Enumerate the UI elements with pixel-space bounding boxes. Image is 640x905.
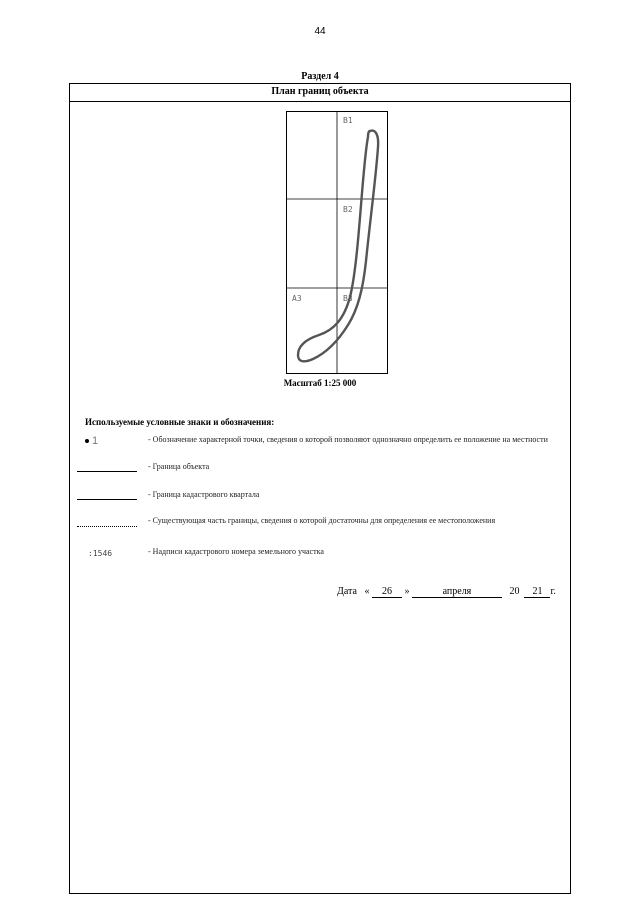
object-boundary (298, 131, 378, 362)
cell-label-b2: B2 (343, 205, 353, 214)
scale-caption: Масштаб 1:25 000 (283, 378, 357, 388)
date-year: 21 (524, 586, 550, 598)
date-day: 26 (372, 586, 402, 598)
legend-text: - Существующая часть границы, сведения о которой достаточны для определения ее местоположения (148, 516, 496, 525)
cell-label-b1: B1 (343, 116, 353, 125)
cadastral-label-sample: :1546 (88, 549, 113, 558)
boundary-plan (286, 111, 388, 374)
quarter-boundary-line-icon (77, 499, 137, 500)
legend-text: - Надписи кадастрового номера земельного участка (148, 547, 324, 556)
plan-header: План границ объекта (70, 84, 570, 102)
date-open-quote: « (364, 586, 370, 597)
point-number: 1 (92, 435, 99, 447)
existing-boundary-line-icon (77, 526, 137, 527)
date-label: Дата (337, 586, 357, 597)
date-suffix: г. (550, 586, 556, 597)
legend-text: - Обозначение характерной точки, сведения о которой позволяют однозначно определить ее положение на местности (148, 435, 548, 444)
object-boundary-line-icon (77, 471, 137, 472)
date-line (337, 586, 556, 598)
point-symbol (85, 435, 98, 447)
legend-text: - Граница объекта (148, 462, 210, 471)
section-title: Раздел 4 (301, 71, 339, 82)
legend-text: - Граница кадастрового квартала (148, 490, 260, 499)
cell-label-b3: B3 (343, 294, 353, 303)
date-close-quote: » (404, 586, 410, 597)
point-dot-icon (85, 439, 89, 443)
plan-frame (69, 83, 571, 894)
date-month: апреля (412, 586, 502, 598)
date-century: 20 (509, 586, 520, 597)
cell-label-a3: A3 (292, 294, 302, 303)
legend-title: Используемые условные знаки и обозначения: (85, 417, 275, 427)
page-number: 44 (314, 26, 326, 37)
